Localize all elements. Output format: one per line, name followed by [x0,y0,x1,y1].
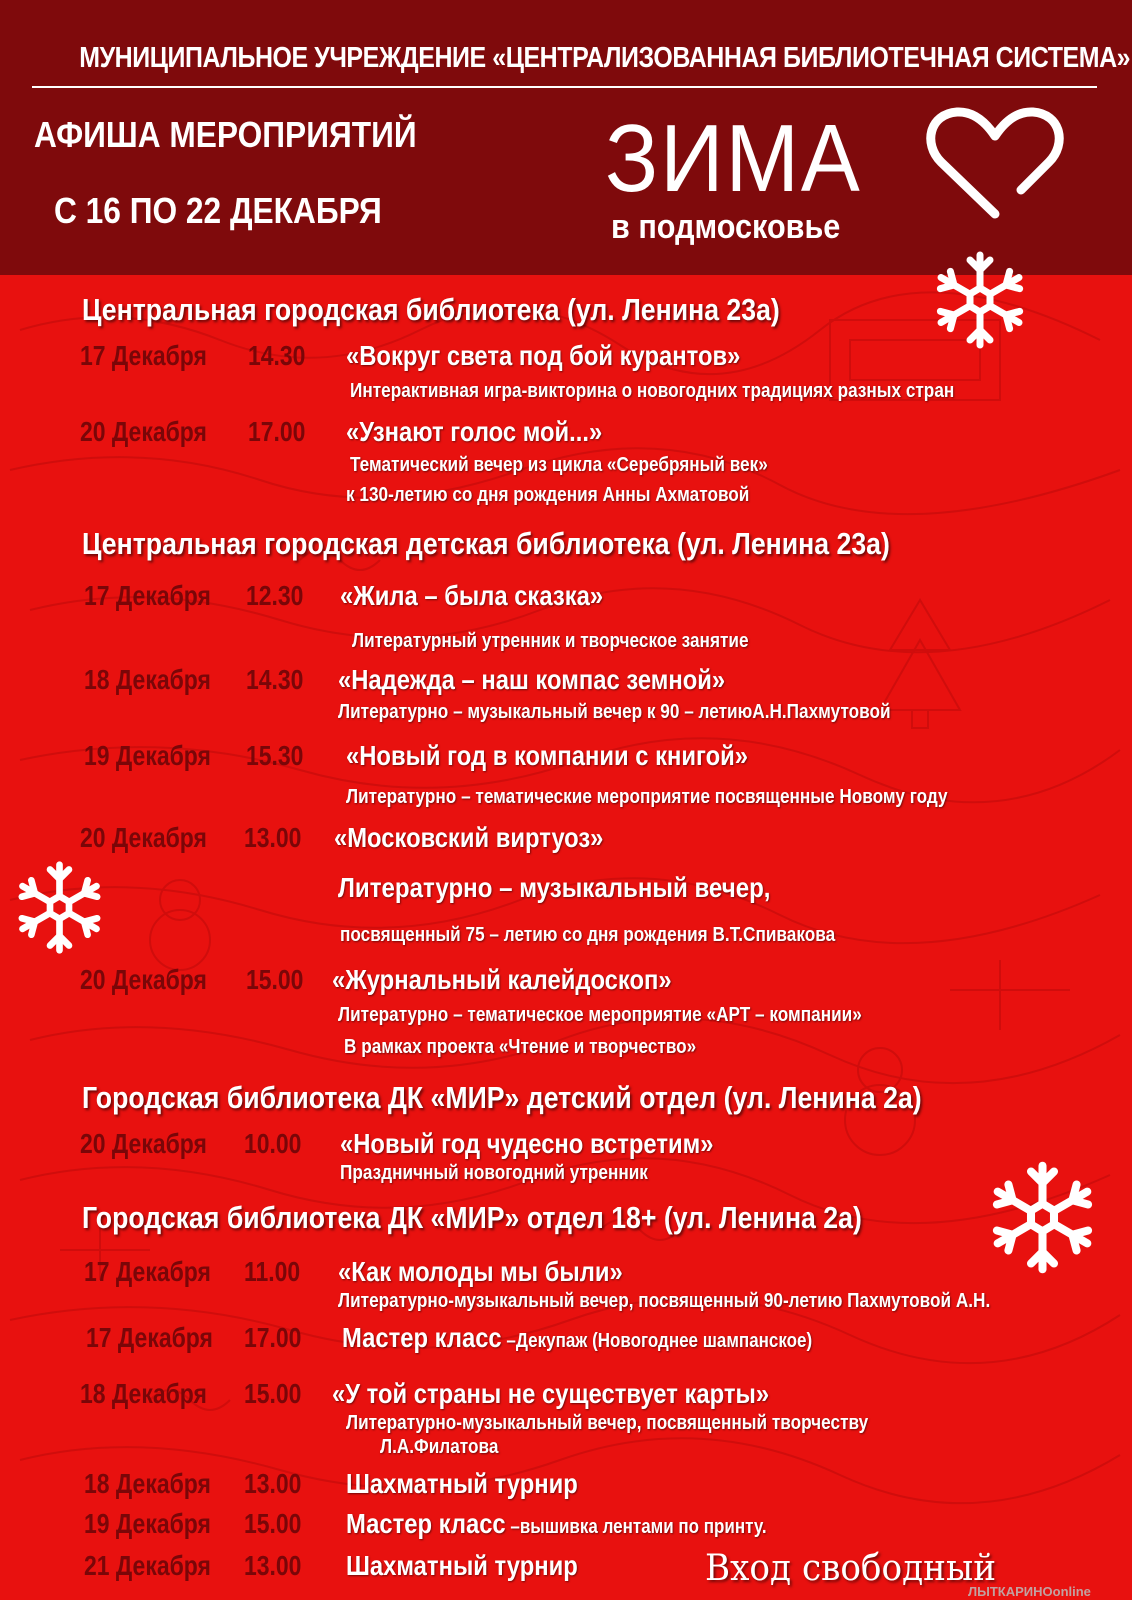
zima-logo-subtitle: в подмосковье [611,208,841,246]
section-title: Городская библиотека ДК «МИР» детский отдел (ул. Ленина 2а) [82,1080,922,1115]
event-description: Литературно-музыкальный вечер, посвященный творчеству [346,1412,869,1434]
event-time: 10.00 [244,1128,302,1159]
heart-outline-icon [923,104,1068,224]
date-range: С 16 ПО 22 ДЕКАБРЯ [54,190,382,231]
event-description: Интерактивная игра-викторина о новогодних традициях разных стран [350,380,955,402]
event-title [342,1322,812,1354]
event-description: Литературно – музыкальный вечер к 90 – летиюА.Н.Пахмутовой [338,701,891,723]
event-title: «Журнальный калейдоскоп» [332,964,672,995]
event-title-main: Мастер класс [342,1322,502,1353]
event-title: «Узнают голос мой...» [346,416,603,447]
event-time: 15.30 [246,740,304,771]
event-description: Литературно – музыкальный вечер, [338,872,771,903]
event-date: 17 Декабря [80,340,207,371]
event-date: 19 Декабря [84,740,211,771]
event-title: Шахматный турнир [346,1550,578,1581]
event-description: Литературно – тематическое мероприятие «АРТ – компании» [338,1004,862,1026]
event-description: Литературно – тематические мероприятие посвященные Новому году [346,786,948,808]
event-description: Праздничный новогодний утренник [340,1162,648,1184]
zima-logo-word: ЗИМА [605,105,862,212]
event-description: Литературно-музыкальный вечер, посвященный 90-летию Пахмутовой А.Н. [338,1290,991,1312]
event-date: 17 Декабря [86,1322,213,1353]
event-title: «Новый год чудесно встретим» [340,1128,714,1159]
event-description: Литературный утренник и творческое занятие [352,630,749,652]
event-time: 17.00 [244,1322,302,1353]
section-title: Городская библиотека ДК «МИР» отдел 18+ (ул. Ленина 2а) [82,1200,862,1235]
event-time: 14.30 [248,340,306,371]
event-date: 20 Декабря [80,416,207,447]
header-divider [32,86,1097,88]
event-time: 12.30 [246,580,304,611]
event-title: «Надежда – наш компас земной» [338,664,726,695]
free-entry-note: Вход свободный [705,1548,996,1589]
event-date: 20 Декабря [80,1128,207,1159]
event-title [346,1508,767,1540]
event-title: «Новый год в компании с книгой» [346,740,749,771]
event-description: В рамках проекта «Чтение и творчество» [344,1036,697,1058]
event-description: Тематический вечер из цикла «Серебряный век» [350,454,768,476]
event-time: 14.30 [246,664,304,695]
section-title: Центральная городская библиотека (ул. Ленина 23а) [82,292,780,327]
snowflake-icon [12,860,107,955]
poster-title: АФИША МЕРОПРИЯТИЙ [34,114,417,155]
event-title: «Вокруг света под бой курантов» [346,340,741,371]
header-banner [0,0,1132,275]
snowflake-icon [985,1160,1100,1275]
event-title: «Как молоды мы были» [338,1256,623,1287]
event-title: «Московский виртуоз» [334,822,604,853]
event-date: 17 Декабря [84,1256,211,1287]
event-date: 18 Декабря [84,664,211,695]
event-title: «Жила – была сказка» [340,580,604,611]
event-title-suffix: –вышивка лентами по принту. [505,1516,767,1538]
event-time: 15.00 [244,1508,302,1539]
event-time: 13.00 [244,822,302,853]
snowflake-icon [930,250,1030,350]
event-time: 13.00 [244,1550,302,1581]
event-date: 18 Декабря [84,1468,211,1499]
event-time: 11.00 [244,1256,301,1287]
zima-logo [605,105,1075,262]
event-date: 17 Декабря [84,580,211,611]
event-title-main: Мастер класс [346,1508,506,1539]
event-description: Л.А.Филатова [380,1436,499,1458]
event-date: 19 Декабря [84,1508,211,1539]
event-time: 13.00 [244,1468,302,1499]
watermark: ЛЫТКАРИНОonline [968,1584,1091,1599]
organization-title: МУНИЦИПАЛЬНОЕ УЧРЕЖДЕНИЕ «ЦЕНТРАЛИЗОВАННАЯ БИБЛИОТЕЧНАЯ СИСТЕМА» [79,42,1131,74]
event-time: 15.00 [244,1378,302,1409]
event-description: к 130-летию со дня рождения Анны Ахматовой [346,484,750,506]
event-title: «У той страны не существует карты» [332,1378,770,1409]
event-date: 21 Декабря [84,1550,211,1581]
section-title: Центральная городская детская библиотека (ул. Ленина 23а) [82,526,890,561]
event-date: 20 Декабря [80,964,207,995]
event-time: 17.00 [248,416,306,447]
event-time: 15.00 [246,964,304,995]
event-date: 20 Декабря [80,822,207,853]
event-title-suffix: –Декупаж (Новогоднее шампанское) [501,1330,813,1352]
event-description: посвященный 75 – летию со дня рождения В.Т.Спивакова [340,924,836,946]
event-title: Шахматный турнир [346,1468,578,1499]
event-date: 18 Декабря [80,1378,207,1409]
